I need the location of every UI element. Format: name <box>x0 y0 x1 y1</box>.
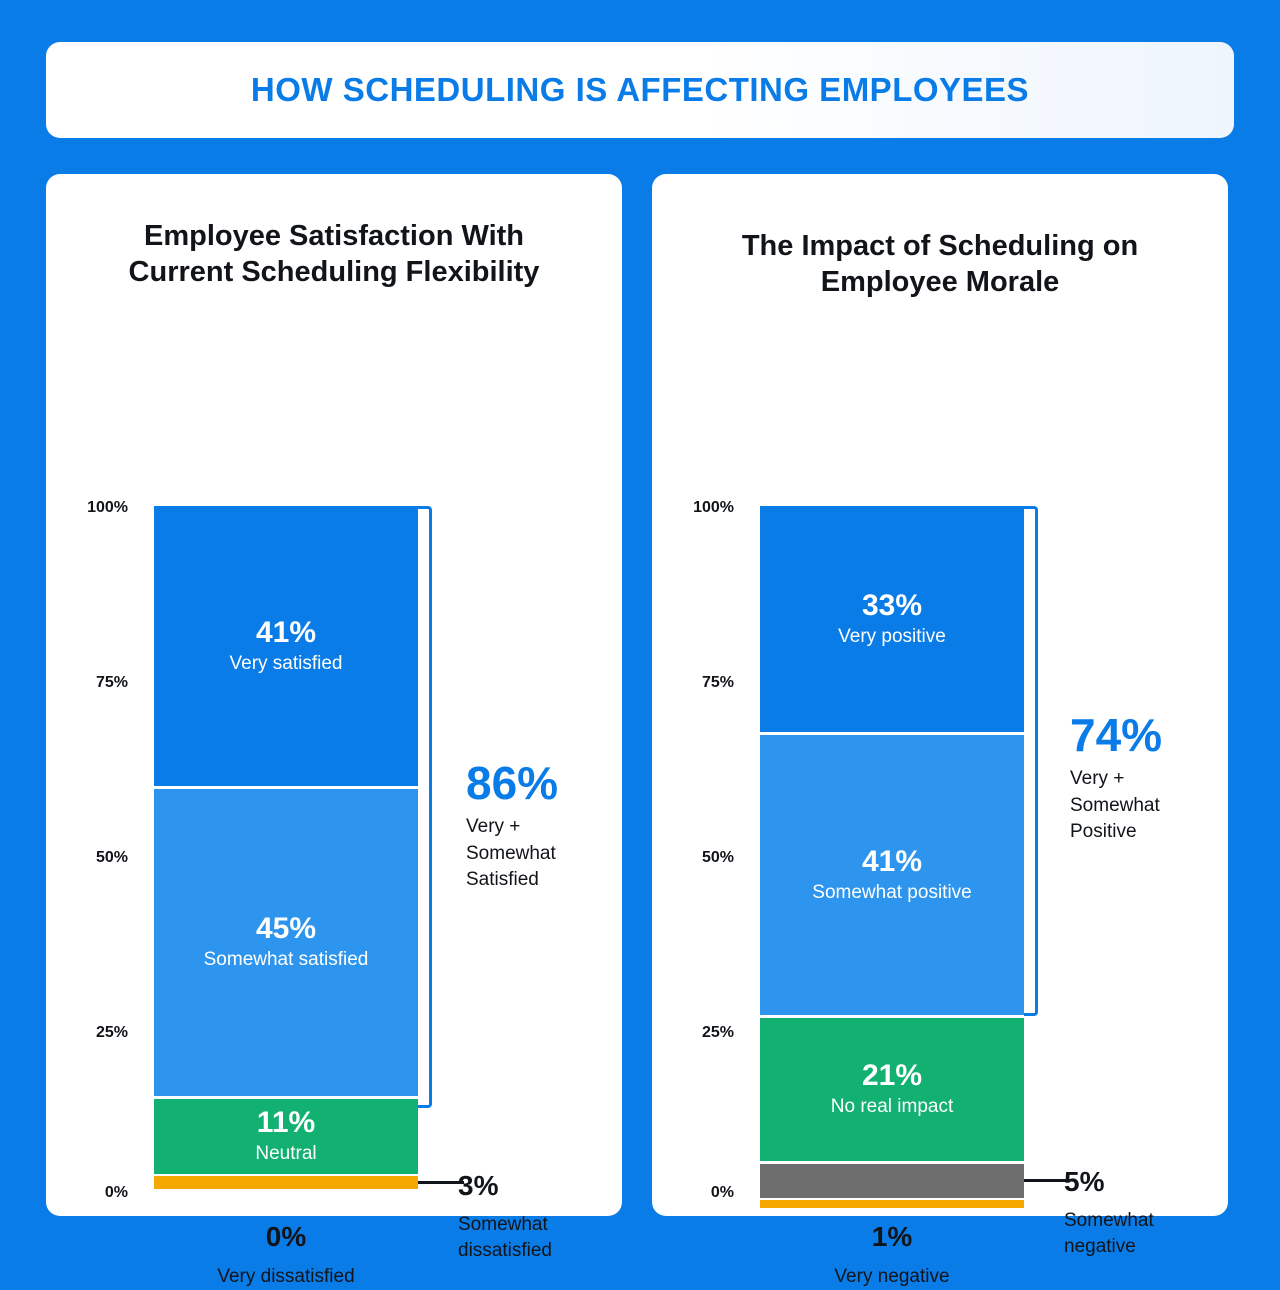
chart2-seg3-label: No real impact <box>830 1096 954 1118</box>
chart1-ytick-50: 50% <box>95 849 128 866</box>
chart1-ytick-75: 75% <box>95 674 128 691</box>
chart2-ytick-50: 50% <box>701 849 734 866</box>
chart2-outside2-label: Very negative <box>834 1266 950 1287</box>
chart2-segment-very-positive <box>760 506 1024 732</box>
chart1-outside2-pct: 0% <box>265 1221 307 1252</box>
chart1-callout-value: 86% <box>466 757 559 809</box>
chart1-seg3-pct: 11% <box>256 1106 316 1140</box>
chart2-segment-somewhat-negative <box>760 1164 1024 1198</box>
chart1-bracket <box>418 506 432 1108</box>
chart-panel-satisfaction <box>46 174 622 1287</box>
page-title: HOW SCHEDULING IS AFFECTING EMPLOYEES <box>250 71 1030 108</box>
chart1-title: Employee Satisfaction With Current Scheduling Flexibility <box>128 220 540 289</box>
chart1-segment-neutral <box>154 1099 418 1174</box>
chart1-outside2-label: Very dissatisfied <box>217 1266 355 1287</box>
chart2-ytick-100: 100% <box>693 499 734 516</box>
chart2-ytick-75: 75% <box>701 674 734 691</box>
chart-panel-morale <box>652 174 1228 1287</box>
chart2-seg3-pct: 21% <box>861 1059 923 1093</box>
chart1-ytick-0: 0% <box>104 1184 128 1201</box>
chart2-outside2-pct: 1% <box>871 1221 913 1252</box>
chart1-outside1-pct: 3% <box>458 1170 499 1201</box>
chart1-ytick-100: 100% <box>87 499 128 516</box>
chart2-plot <box>652 174 1228 1287</box>
chart2-ytick-25: 25% <box>701 1024 734 1041</box>
chart1-segment-somewhat-satisfied <box>154 789 418 1096</box>
chart1-outside1-label: Somewhat dissatisfied <box>458 1214 552 1261</box>
chart1-plot <box>46 174 622 1287</box>
header-banner <box>46 42 1234 138</box>
chart2-segment-very-negative <box>760 1200 1024 1208</box>
chart1-callout-label: Very + Somewhat Satisfied <box>466 816 556 891</box>
chart1-ytick-25: 25% <box>95 1024 128 1041</box>
chart2-seg2-pct: 41% <box>861 844 923 878</box>
chart2-seg1-label: Very positive <box>838 625 946 647</box>
chart2-bracket <box>1024 506 1038 1016</box>
chart1-seg1-pct: 41% <box>255 615 317 649</box>
chart2-outside1-label: Somewhat negative <box>1064 1210 1154 1257</box>
chart1-seg1-label: Very satisfied <box>229 652 343 674</box>
chart2-outside1-pct: 5% <box>1064 1166 1105 1197</box>
chart1-seg2-label: Somewhat satisfied <box>203 949 369 971</box>
chart1-seg3-label: Neutral <box>255 1143 317 1165</box>
chart1-seg2-pct: 45% <box>255 912 317 946</box>
chart1-segment-somewhat-dissatisfied <box>154 1176 418 1189</box>
chart1-segment-very-satisfied <box>154 506 418 786</box>
chart2-segment-no-real-impact <box>760 1018 1024 1161</box>
chart2-ytick-0: 0% <box>710 1184 734 1201</box>
chart2-callout-value: 74% <box>1070 709 1163 761</box>
chart2-segment-somewhat-positive <box>760 735 1024 1015</box>
charts-container <box>46 174 1234 1287</box>
chart2-seg1-pct: 33% <box>861 588 923 622</box>
chart2-title: The Impact of Scheduling on Employee Morale <box>741 230 1139 299</box>
chart2-seg2-label: Somewhat positive <box>812 881 972 903</box>
chart2-callout-label: Very + Somewhat Positive <box>1070 768 1160 843</box>
